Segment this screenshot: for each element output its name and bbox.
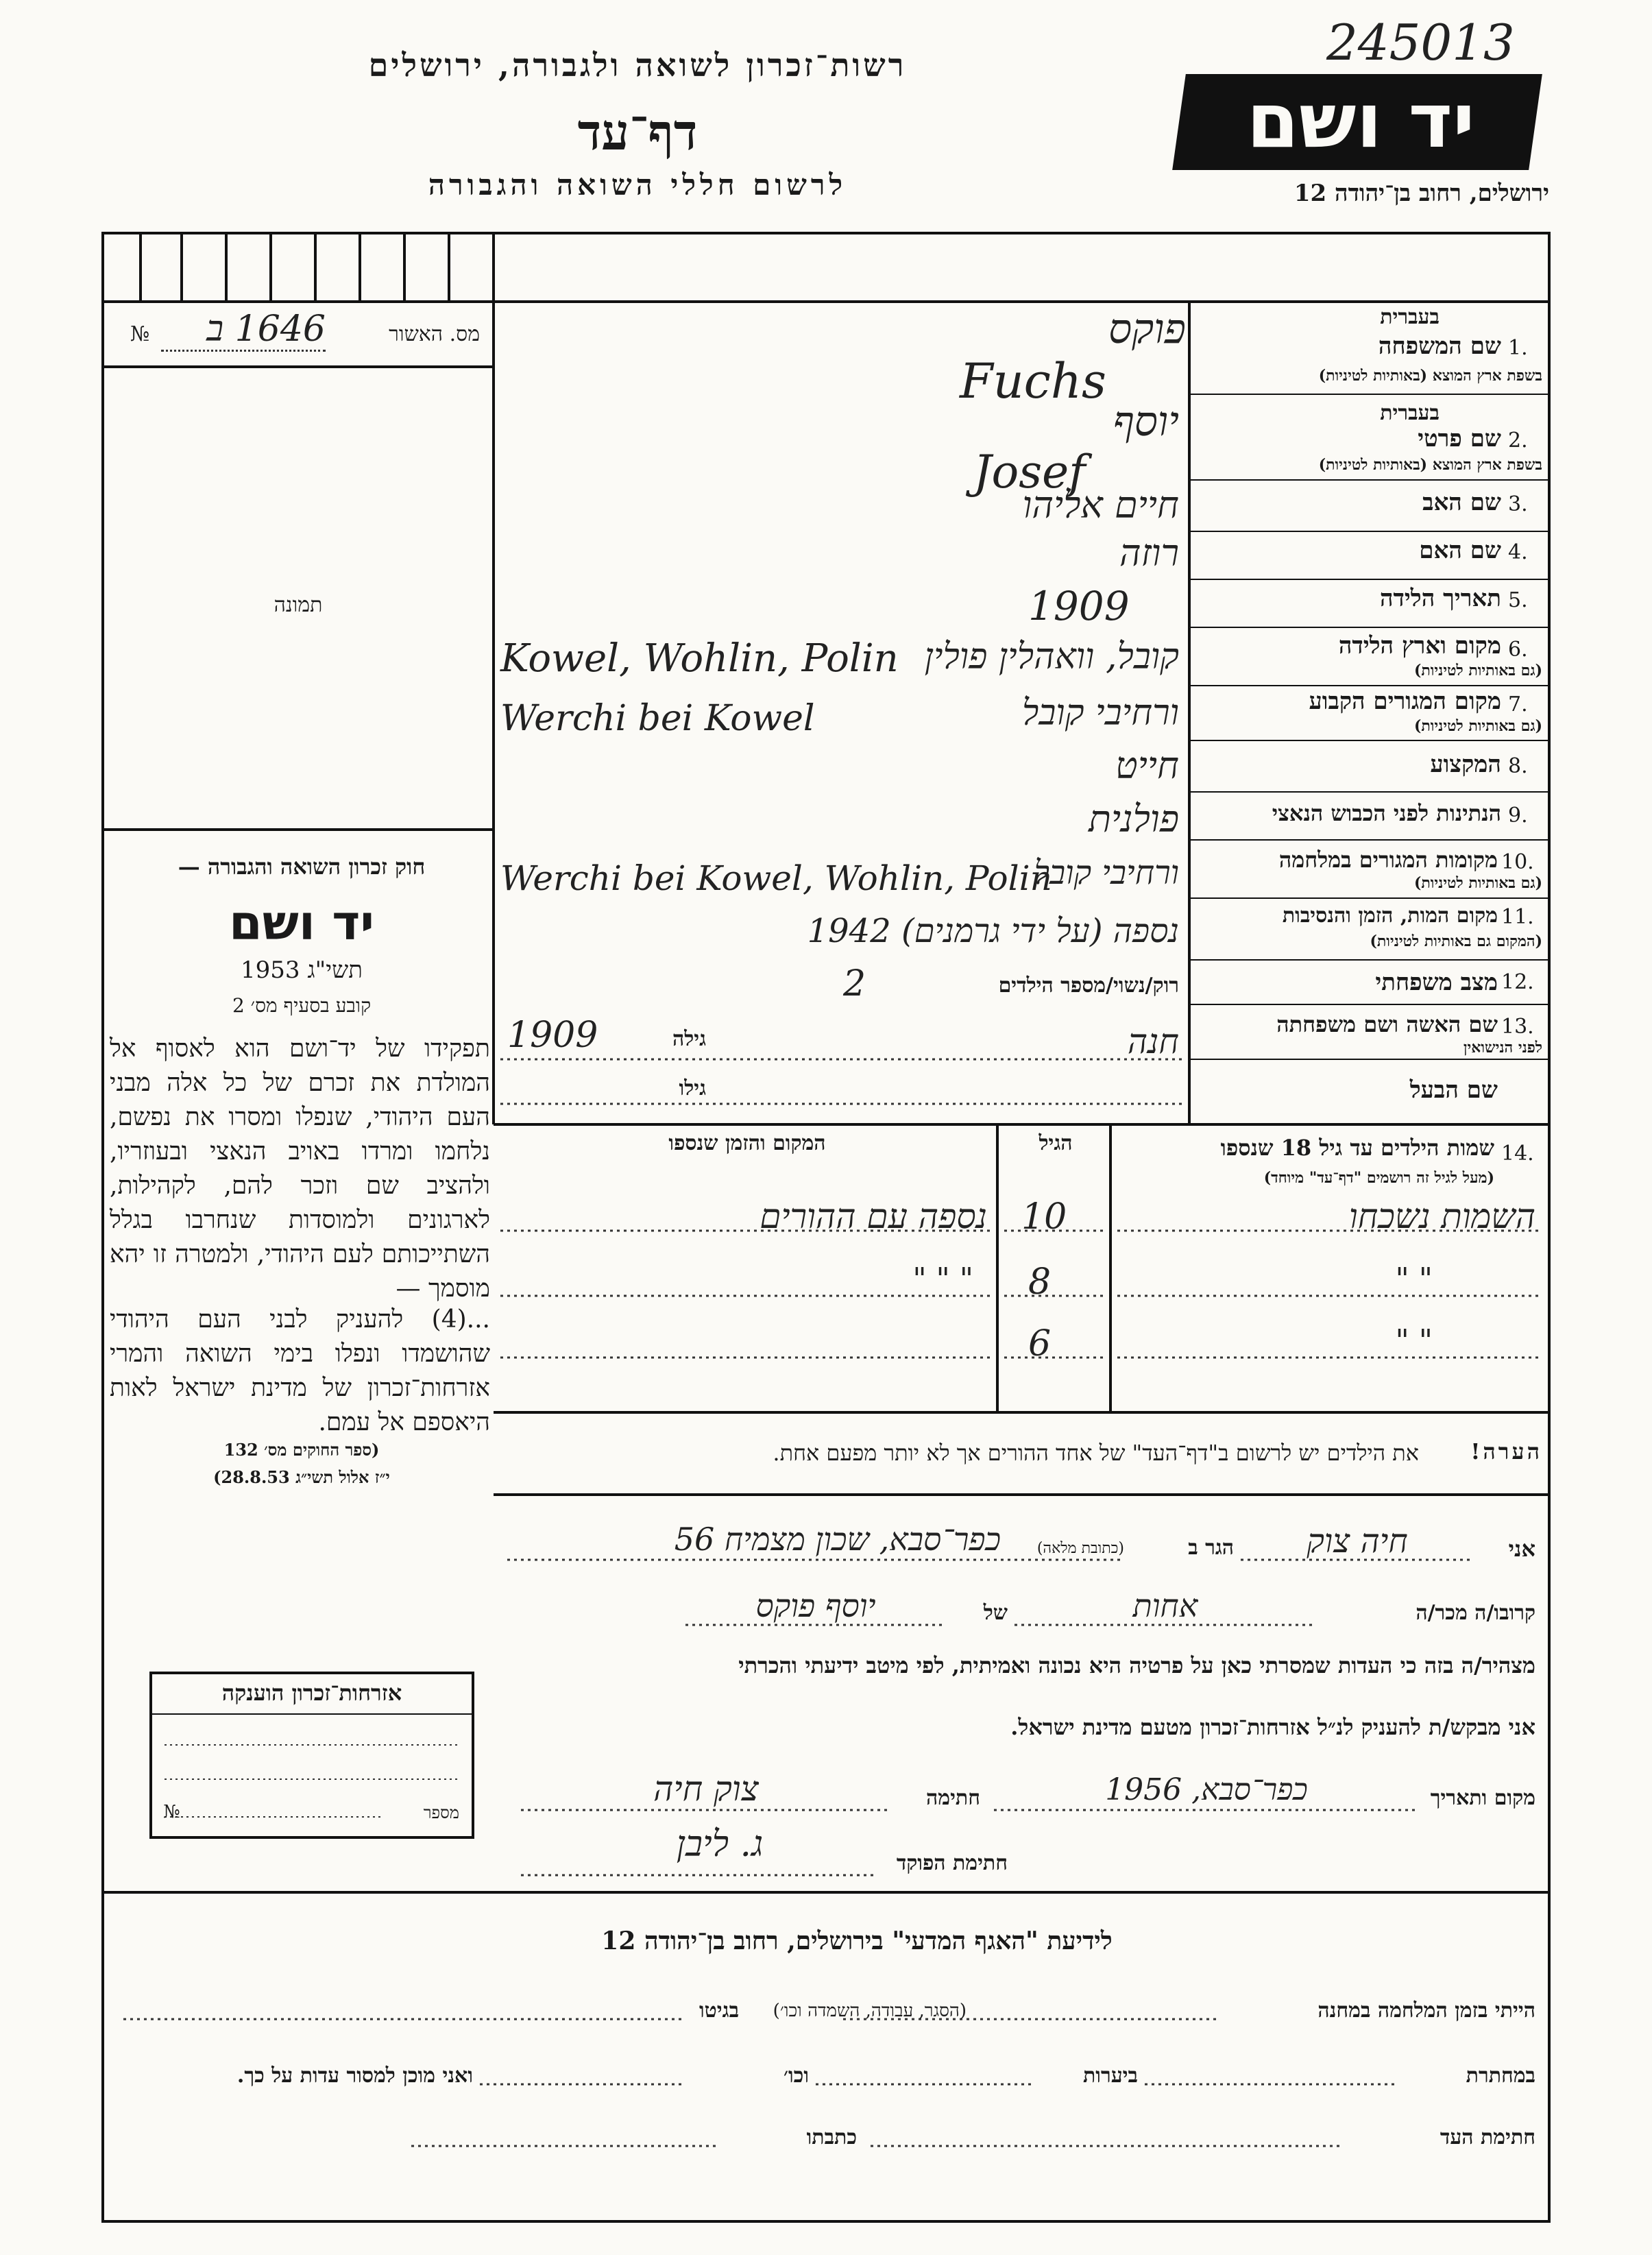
law-source: (ספר החוקים מס׳ 132	[223, 1440, 380, 1460]
child-2-name: " "	[1395, 1262, 1433, 1297]
decl-statement-1: מצהיר/ה בזה כי העדות שמסרתי כאן על פרטיה היא נכונה ואמיתית, לפי מיטב ידיעתי והכרתי	[738, 1652, 1535, 1678]
field-2-value-latin: Josef	[973, 446, 1086, 498]
decl-relative-value: אחות	[1132, 1587, 1198, 1624]
footer-address-label: כתבתו	[806, 2125, 857, 2149]
field-7-sub: (גם באותיות לטיניות)	[1413, 717, 1542, 735]
decl-i-label: אני	[1508, 1536, 1535, 1562]
field-6-sub: (גם באותיות לטיניות)	[1413, 662, 1542, 679]
field-1-sub: בשפת ארץ המוצא (באותיות לטיניות)	[1318, 367, 1542, 385]
field-9-label: הנתינות לפני הכבוש הנאצי	[1272, 800, 1501, 826]
field-13-sub: לפני הנישואין	[1463, 1039, 1542, 1057]
decl-signature-label: חתימה	[926, 1786, 980, 1810]
field-2-heb-hint: בעברית	[1380, 401, 1440, 425]
stamp-number-label: מספר	[423, 1803, 459, 1822]
field-7-label: מקום המגורים הקבוע	[1309, 688, 1501, 715]
field-4-label: שם האם	[1419, 537, 1501, 564]
field-9-number: 9.	[1508, 804, 1528, 828]
decl-of-value: יוסף פוקס	[755, 1587, 876, 1624]
approval-value: 1646 ב	[206, 309, 326, 350]
footer-forests-label: ביערות	[1082, 2064, 1138, 2088]
field-13-age-value: 1909	[507, 1015, 598, 1056]
address: ירושלים, רחוב בן־יהודה 12	[1293, 180, 1549, 207]
field-6-value-hebrew: קובל, וואהלין פולין	[924, 636, 1179, 677]
stamp-no-prefix: №	[163, 1802, 180, 1822]
field-5-number: 5.	[1508, 588, 1528, 612]
decl-official-label: חתימת הפוקד	[896, 1851, 1008, 1875]
child-2-place: " " "	[912, 1262, 973, 1297]
footer-underground-label: במחתרת	[1466, 2064, 1535, 2088]
photo-label: תמונה	[274, 593, 323, 617]
decl-lives-value: כפר־סבא, שכון מצמיח 56	[674, 1521, 1001, 1558]
decl-lives-sub: (כתובת מלאה)	[1036, 1540, 1124, 1557]
form-title: דף־עד	[577, 103, 698, 161]
field-10-sub: (גם באותיות לטיניות)	[1413, 874, 1542, 892]
law-text-clause4: ...(4) להעניק לבני העם היהודי שהושמדו ונפלו בימי השואה והמרי אזרחות־זכרון של מדינת ישראל לאות היאספם אל עמם.	[110, 1305, 490, 1436]
field-7-number: 7.	[1508, 692, 1528, 716]
field-10-value-hebrew: ורחיבי קובל	[1034, 854, 1179, 892]
authority-name: רשות־זכרון לשואה ולגבורה, ירושלים	[368, 47, 907, 84]
decl-statement-2: אני מבקש/ת להעניק לנ״ל אזרחות־זכרון מטעם מדינת ישראל.	[1010, 1714, 1535, 1740]
field-12-children-count: 2	[843, 963, 866, 1004]
field-1-heb-hint: בעברית	[1380, 305, 1440, 329]
field-8-value: חייט	[1115, 744, 1179, 787]
field-9-value: פולנית	[1088, 797, 1179, 841]
field-4-number: 4.	[1508, 540, 1528, 564]
children-header: שמות הילדים עד גיל 18 שנספו	[1220, 1135, 1494, 1161]
footer-ghetto-label: בגיטו	[699, 1999, 740, 2023]
field-8-label: המקצוע	[1430, 751, 1501, 778]
field-6-value-latin: Kowel, Wohlin, Polin	[500, 636, 899, 681]
children-place-header: המקום והזמן שנספו	[668, 1131, 826, 1155]
law-text: תפקידו של יד־ושם הוא לאסוף אל המולדת את זכרם של כל אלה מבני העם היהודי, שנפלו ומסרו את נפשם, נלחמו ומרדו באויב הנאצי ובעוזריו, ולהציב שם וזכר להם, לקהילות, לארגונים ולמוסדות שנחרבו בגלל השתייכותם לעם היהודי, ולמטרה זו יהא מוסמך —	[110, 1035, 490, 1303]
field-11-number: 11.	[1501, 905, 1534, 929]
approval-dotted-line	[161, 350, 326, 352]
form-subtitle: לרשום חללי השואה והגבורה	[428, 168, 847, 202]
field-10-value-latin: Werchi bei Kowel, Wohlin, Polin	[500, 858, 1052, 898]
footer-willing-label: ואני מוכן למסור עדות על כך.	[236, 2064, 473, 2088]
field-6-number: 6.	[1508, 638, 1528, 662]
field-1-number: 1.	[1508, 336, 1528, 360]
decl-place-date-label: מקום ותאריך	[1430, 1786, 1535, 1810]
field-10-number: 10.	[1501, 850, 1534, 874]
children-age-header: הגיל	[1038, 1131, 1073, 1155]
field-7-value-hebrew: ורחיבי קובל	[1022, 692, 1179, 734]
field-5-value: 1909	[1028, 583, 1130, 629]
footer-title: לידיעת "האגף המדעי" בירושלים, רחוב בן־יהודה 12	[601, 1927, 1113, 1955]
field-husband-age-label: גילו	[679, 1076, 706, 1100]
field-3-number: 3.	[1508, 492, 1528, 516]
approval-label: מס. האשור	[389, 322, 480, 346]
decl-signature-value: צוק חיה	[653, 1769, 759, 1809]
field-1-value-hebrew: פוקס	[1108, 305, 1186, 353]
footer-camp-sub: (הסגר, עבודה, השמדה וכו׳)	[773, 2001, 967, 2021]
field-12-label: מצב משפחתי	[1375, 969, 1498, 996]
decl-i-value: חיה צוק	[1307, 1522, 1408, 1560]
law-clause: קובע בסעיף מס׳ 2	[232, 994, 372, 1017]
law-date: י״ז אלול תשי״ג 28.8.53)	[213, 1467, 390, 1487]
field-1-label: שם המשפחה	[1378, 333, 1501, 360]
decl-of-label: של	[983, 1601, 1008, 1625]
field-13-value: חנה	[1127, 1022, 1179, 1061]
field-7-value-latin: Werchi bei Kowel	[500, 698, 815, 739]
children-sub: (מעל לגיל זה רושמים "דף־עד" מיוחד)	[1263, 1169, 1494, 1187]
child-1-place: נספה עם ההורים	[760, 1196, 987, 1236]
field-12-number: 12.	[1501, 970, 1534, 994]
decl-relative-label: קרובו/ה מכר/ה	[1416, 1601, 1535, 1625]
decl-official-signature: ג. ליבן	[676, 1824, 764, 1865]
field-10-label: מקומות המגורים במלחמה	[1278, 847, 1498, 873]
law-name: יד ושם	[229, 895, 374, 951]
field-3-label: שם האב	[1422, 489, 1501, 516]
field-5-label: תאריך הלידה	[1379, 585, 1501, 612]
field-1-value-latin: Fuchs	[960, 353, 1106, 409]
decl-place-date-value: כפר־סבא, 1956	[1105, 1772, 1308, 1807]
field-13-number: 13.	[1501, 1015, 1534, 1039]
field-13-age-label: גילה	[672, 1027, 706, 1051]
law-year: תשי"ג 1953	[241, 956, 363, 984]
child-1-name: השמות נשכחו	[1349, 1196, 1535, 1236]
field-2-number: 2.	[1508, 429, 1528, 453]
child-1-age: 10	[1021, 1196, 1067, 1238]
field-11-label: מקום המות, הזמן והנסיבות	[1282, 904, 1498, 928]
field-11-sub: (המקום גם באותיות לטיניות)	[1370, 932, 1542, 950]
note-text: את הילדים יש לרשום ב"דף־העד" של אחד ההורים אך לא יותר מפעם אחת.	[773, 1440, 1419, 1466]
decl-lives-label: הגר ב	[1188, 1536, 1234, 1560]
footer-etc-label: וכו׳	[784, 2064, 809, 2088]
field-husband-label: שם הבעל	[1409, 1076, 1498, 1104]
field-8-number: 8.	[1508, 754, 1528, 778]
field-13-label: שם האשה ושם משפחתה	[1276, 1011, 1498, 1037]
law-title: חוק זכרון השואה והגבורה —	[178, 854, 426, 880]
field-12-option-text: רוק/נשוי/מספר הילדים	[998, 974, 1179, 998]
field-6-label: מקום וארץ הלידה	[1338, 632, 1501, 660]
stamp-title: אזרחות־זכרון הוענקה	[221, 1680, 402, 1706]
footer-witness-signature-label: חתימת העד	[1440, 2125, 1535, 2149]
field-2-label: שם פרטי	[1418, 425, 1501, 453]
footer-camp-label: הייתי בזמן המלחמה במחנה	[1317, 1999, 1535, 2023]
child-3-name: " "	[1395, 1323, 1433, 1358]
archive-number: 245013	[1326, 14, 1515, 71]
field-4-value: רוזה	[1119, 531, 1179, 575]
note-label: הערה!	[1470, 1438, 1542, 1464]
approval-no-prefix: №	[130, 322, 150, 346]
children-number: 14.	[1501, 1142, 1534, 1166]
child-2-age: 8	[1028, 1262, 1052, 1303]
child-3-age: 6	[1028, 1323, 1052, 1364]
field-2-value-hebrew: יוסף	[1113, 398, 1179, 446]
field-11-value: נספה (על ידי גרמנים) 1942	[807, 912, 1179, 950]
logo-text: יד ושם	[1246, 77, 1475, 165]
field-3-value: חיים אליהו	[1022, 483, 1179, 527]
field-2-sub: בשפת ארץ המוצא (באותיות לטיניות)	[1318, 456, 1542, 474]
